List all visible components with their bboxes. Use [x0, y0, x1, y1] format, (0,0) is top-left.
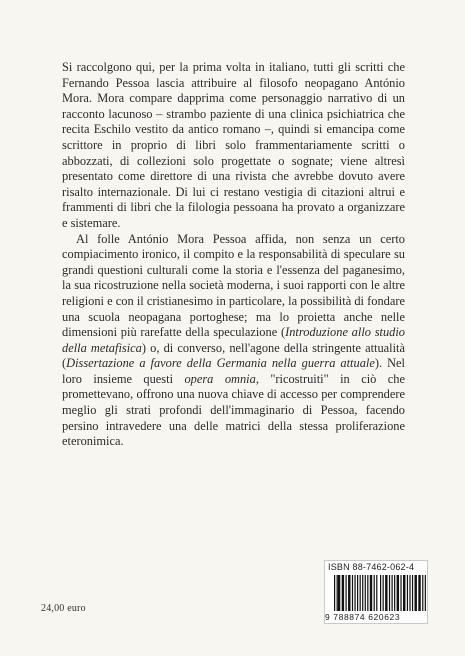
barcode-bar	[338, 575, 340, 611]
barcode-bar	[376, 575, 377, 611]
barcode-bar	[380, 575, 381, 611]
blurb-p2-part-a: Al folle António Mora Pessoa affida, non senza un certo compiacimento ironico, il compito e la responsabilità di speculare su grandi questioni culturali come la storia e l'essenza del paganesimo, la sua ricostruzione nella società moderna, i suoi rapporti con le altre religioni e con il cristianesimo in particolare, la possibilità di fondare una scuola neopagana portoghese; ma lo proietta anche nelle dimensioni più rarefatte della speculazione (	[62, 231, 405, 340]
blurb-paragraph-1: Si raccolgono qui, per la prima volta in italiano, tutti gli scritti che Fernando Pessoa lascia attribuire al filosofo neopagano António Mora. Mora compare dapprima come personaggio narrativo di un racconto lacunoso – strambo paziente di una clinica psichiatrica che recita Eschilo vestito da antico romano –, quindi si emancipa come scrittore in proprio di libri solo frammentariamente scritti o abbozzati, di collezioni solo progettate o sognate; viene altresì presentato come direttore di una rivista che avrebbe dovuto avere risalto internazionale. Di lui ci restano vestigia di citazioni altrui e frammenti di libri che la filologia pessoana ha provato a organizzare e sistemare.	[62, 60, 405, 230]
barcode-bar	[365, 575, 366, 611]
barcode-bar	[385, 575, 387, 611]
barcode-bar	[362, 575, 363, 611]
blurb-text	[62, 60, 405, 450]
barcode-bar	[360, 575, 361, 611]
barcode-bar	[418, 575, 420, 611]
barcode-digits: 9 788874 620623	[325, 612, 401, 622]
barcode-bar	[334, 575, 335, 611]
barcode-bar	[348, 575, 350, 611]
barcode-bar	[346, 575, 347, 611]
barcode-icon	[334, 575, 426, 613]
barcode-bar	[394, 575, 395, 611]
barcode-bar	[400, 575, 401, 611]
barcode-bar	[407, 575, 408, 611]
barcode-bar	[354, 575, 355, 611]
barcode-bar	[342, 575, 344, 611]
barcode-bar	[412, 575, 413, 611]
barcode-bar	[367, 575, 368, 611]
barcode-bar	[409, 575, 410, 611]
barcode-bar	[392, 575, 393, 611]
isbn-label: ISBN 88-7462-062-4	[328, 562, 415, 572]
blurb-title-metafisica: Introduzione allo studio della metafisica	[62, 325, 405, 355]
barcode-bar	[370, 575, 372, 611]
barcode-bar	[337, 575, 338, 611]
price-label: 24,00 euro	[41, 603, 86, 614]
barcode-bar	[415, 575, 417, 611]
blurb-p2-part-b: ) o, di converso, nell'agone della stringente attualità (	[62, 340, 405, 371]
blurb-p2-part-c: ). Nel loro insieme questi	[62, 356, 405, 386]
barcode-bar	[422, 575, 423, 611]
barcode-bar	[374, 575, 375, 611]
blurb-opera-omnia: opera omnia	[184, 371, 256, 386]
barcode-bar	[425, 575, 426, 611]
barcode-bar	[397, 575, 399, 611]
barcode-bar	[352, 575, 353, 611]
barcode-bar	[383, 575, 384, 611]
blurb-title-dissertazione: Dissertazione a favore della Germania nella guerra attuale	[66, 356, 375, 371]
blurb-p2-part-d: , "ricostruiti" in ciò che promettevano, offrono una nuova chiave di accesso per comprendere meglio gli strati profondi dell'immaginario di Pessoa, facendo persino intravedere una delle matrici della stessa proliferazione eteronimica.	[62, 371, 405, 449]
barcode-bar	[403, 575, 405, 611]
barcode-bar	[357, 575, 358, 611]
barcode-bar	[389, 575, 390, 611]
blurb-paragraph-2	[62, 232, 405, 450]
